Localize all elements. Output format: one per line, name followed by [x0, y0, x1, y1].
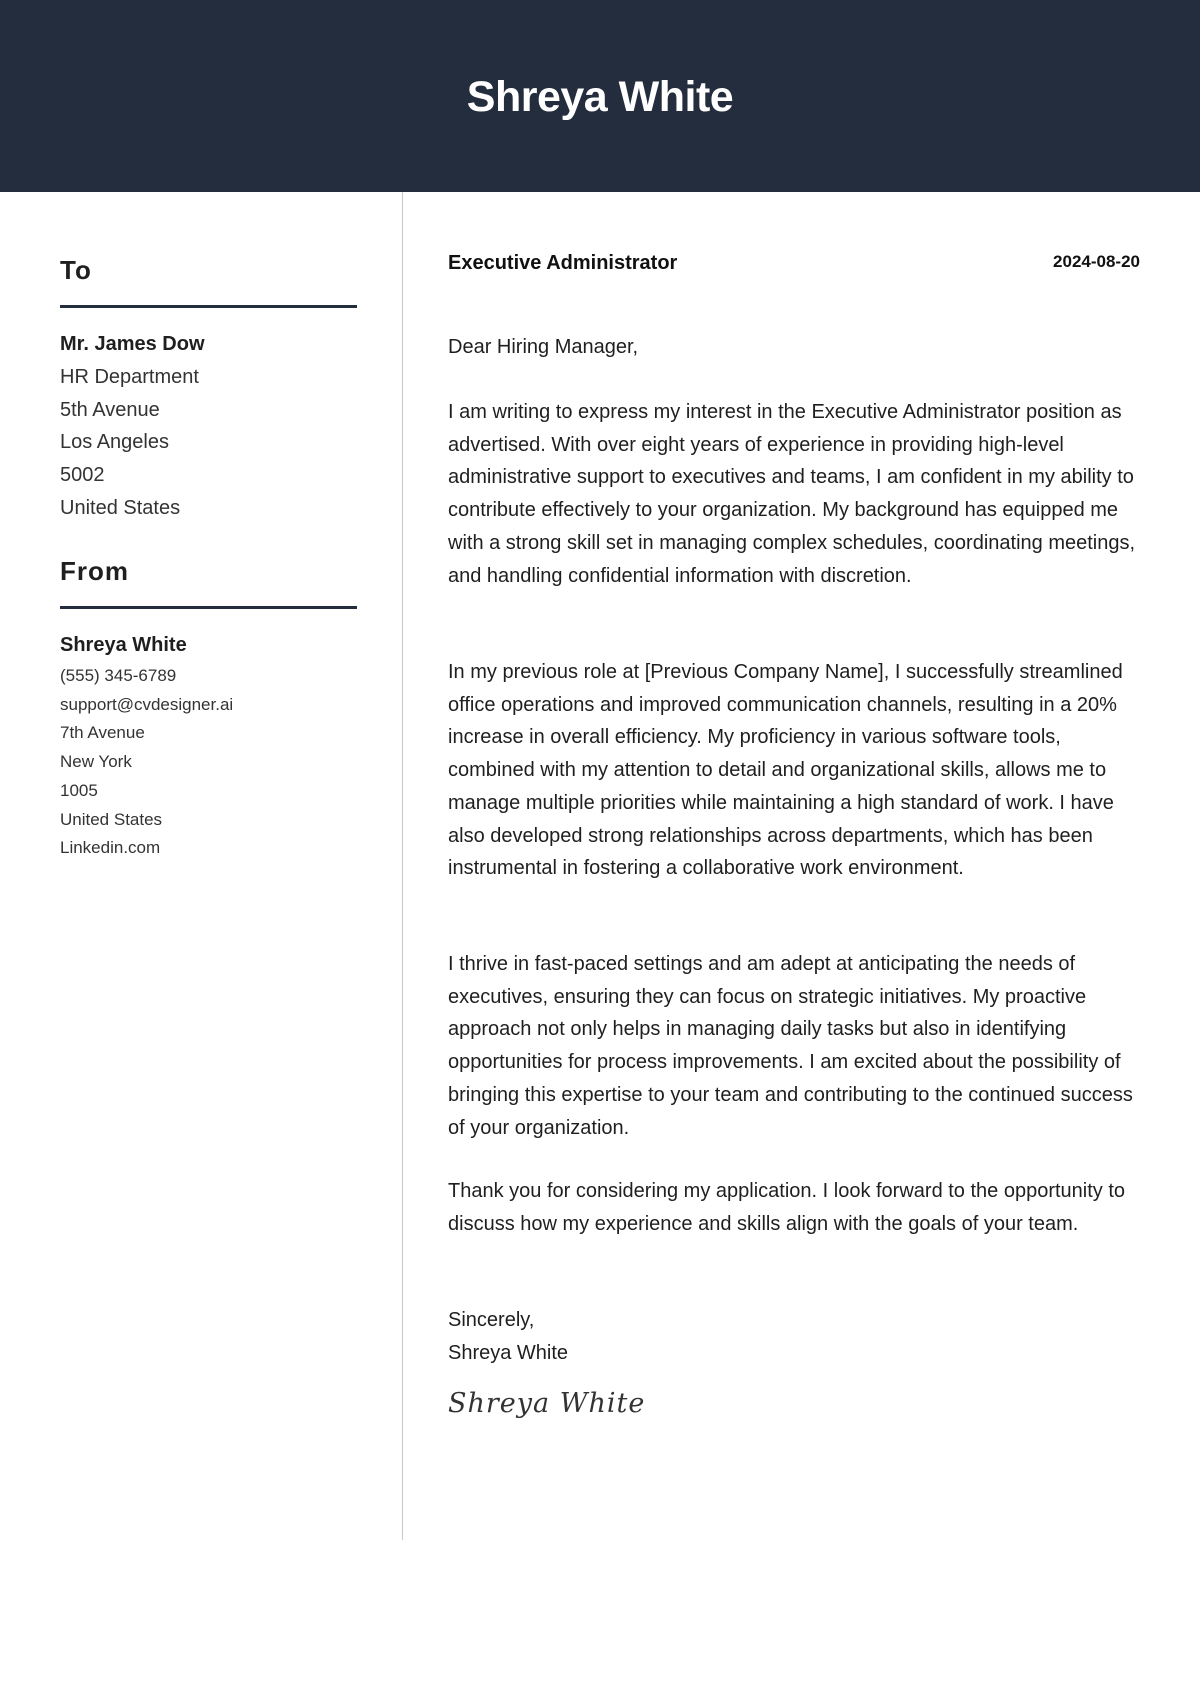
page-header: [0, 0, 1200, 192]
from-section-rule: [60, 606, 357, 609]
letter-date: 2024-08-20: [1053, 252, 1140, 271]
sender-email: support@cvdesigner.ai: [60, 694, 234, 714]
paragraph-2: In my previous role at [Previous Company Name], I successfully streamlined office operations and improved communication channels, resulting in a 20% increase in overall efficiency. My proficiency in various software tools, combined with my attention to detail and organizational skills, allows me to manage multiple priorities while maintaining a high standard of work. I have also developed strong relationships across departments, which has been instrumental in fostering a collaborative work environment.: [448, 661, 1123, 880]
closing-name: Shreya White: [448, 1341, 569, 1364]
recipient-name: Mr. James Dow: [60, 333, 205, 355]
sender-postcode: 1005: [60, 780, 98, 800]
column-divider: [402, 192, 403, 1540]
sender-linkedin: Linkedin.com: [60, 838, 161, 858]
paragraph-4: Thank you for considering my application. I look forward to the opportunity to discuss how my experience and skills align with the goals of your team.: [448, 1180, 1126, 1235]
sender-name: Shreya White: [60, 634, 187, 656]
to-section-title: To: [60, 255, 92, 285]
sender-phone: (555) 345-6789: [60, 666, 177, 685]
recipient-department: HR Department: [60, 366, 199, 388]
recipient-block: [60, 328, 205, 525]
job-title: Executive Administrator: [448, 252, 678, 274]
greeting: Dear Hiring Manager,: [448, 336, 639, 358]
closing-block: [448, 1304, 1140, 1369]
sender-street: 7th Avenue: [60, 723, 145, 743]
recipient-country: United States: [60, 496, 181, 519]
recipient-city: Los Angeles: [60, 431, 169, 454]
closing-word: Sincerely,: [448, 1309, 535, 1331]
paragraph-1: I am writing to express my interest in the Executive Administrator position as advertised. With over eight years of experience in providing high-level administrative support to executives and teams, I am confident in my ability to contribute effectively to your organization. My background has equipped me with a strong skill set in managing complex schedules, coordinating meetings, and handling confidential information with discretion.: [448, 401, 1136, 587]
to-section-rule: [60, 305, 357, 308]
header-name: Shreya White: [466, 72, 734, 121]
paragraph-3: I thrive in fast-paced settings and am adept at anticipating the needs of executives, ensuring they can focus on strategic initiatives. My proactive approach not only helps in managing daily tasks but also in identifying opportunities for process improvements. I am excited about the possibility of bringing this expertise to your team and contributing to the continued success of your organization.: [448, 953, 1133, 1139]
from-section-title: From: [60, 556, 129, 586]
signature: Shreya White: [448, 1388, 646, 1419]
recipient-postcode: 5002: [60, 464, 105, 487]
sender-country: United States: [60, 809, 163, 829]
sender-block: [60, 629, 233, 863]
sender-city: New York: [60, 752, 132, 772]
recipient-street: 5th Avenue: [60, 398, 160, 421]
